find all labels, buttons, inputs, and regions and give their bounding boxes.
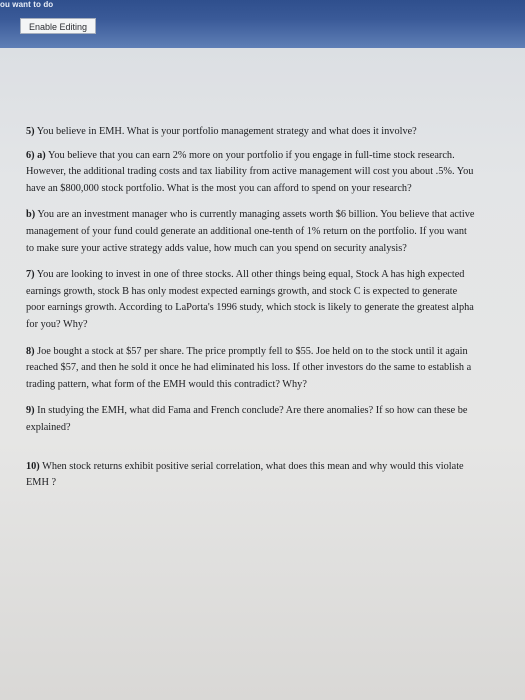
protected-view-message: ou want to do	[0, 0, 54, 9]
enable-editing-button[interactable]: Enable Editing	[20, 18, 96, 34]
question-10	[26, 459, 476, 492]
question-text: You believe in EMH. What is your portfolio management strategy and what does it involve?	[36, 126, 417, 137]
question-number: 10)	[26, 460, 40, 472]
document-page	[0, 48, 525, 700]
question-number: 6) a)	[26, 149, 46, 161]
question-text: Joe bought a stock at $57 per share. The price promptly fell to $55. Joe held on to the stock until it again reached $57, and then he sold it once he had eliminated his loss. If other investors do the same to establish a trading pattern, what form of the EMH would this contradict? Why?	[26, 345, 472, 390]
question-5	[26, 124, 476, 141]
question-8	[26, 344, 476, 394]
question-text: In studying the EMH, what did Fama and French conclude? Are there anomalies? If so how can these be explained?	[26, 405, 468, 433]
question-number: 5)	[26, 126, 35, 137]
question-number: b)	[26, 209, 36, 221]
question-number: 8)	[26, 345, 35, 357]
document-body	[26, 124, 476, 501]
question-number: 9)	[26, 405, 35, 417]
question-number: 7)	[26, 269, 35, 281]
question-text: You are looking to invest in one of three stocks. All other things being equal, Stock A has high expected earnings growth, stock B has only modest expected earnings growth, and stock C is expected to generate poor earnings growth. According to LaPorta's 1996 study, which stock is likely to generate the greatest alpha for you? Why?	[26, 269, 474, 330]
question-text: You believe that you can earn 2% more on your portfolio if you engage in full-time stock research. However, the additional trading costs and tax liability from active management will cost you about .5%. You have an $800,000 stock portfolio. What is the most you can afford to spend on your research?	[26, 149, 474, 194]
question-7	[26, 267, 476, 333]
question-6b	[26, 207, 476, 257]
question-text: When stock returns exhibit positive serial correlation, what does this mean and why would this violate EMH ?	[26, 460, 464, 489]
question-6a	[26, 148, 476, 198]
protected-view-bar	[0, 0, 525, 48]
question-text: You are an investment manager who is currently managing assets worth $6 billion. You believe that active management of your fund could generate an additional one-tenth of 1% return on the portfolio. If you want to make sure your active strategy adds value, how much can you spend on security analysis?	[26, 209, 475, 254]
question-9	[26, 403, 476, 436]
